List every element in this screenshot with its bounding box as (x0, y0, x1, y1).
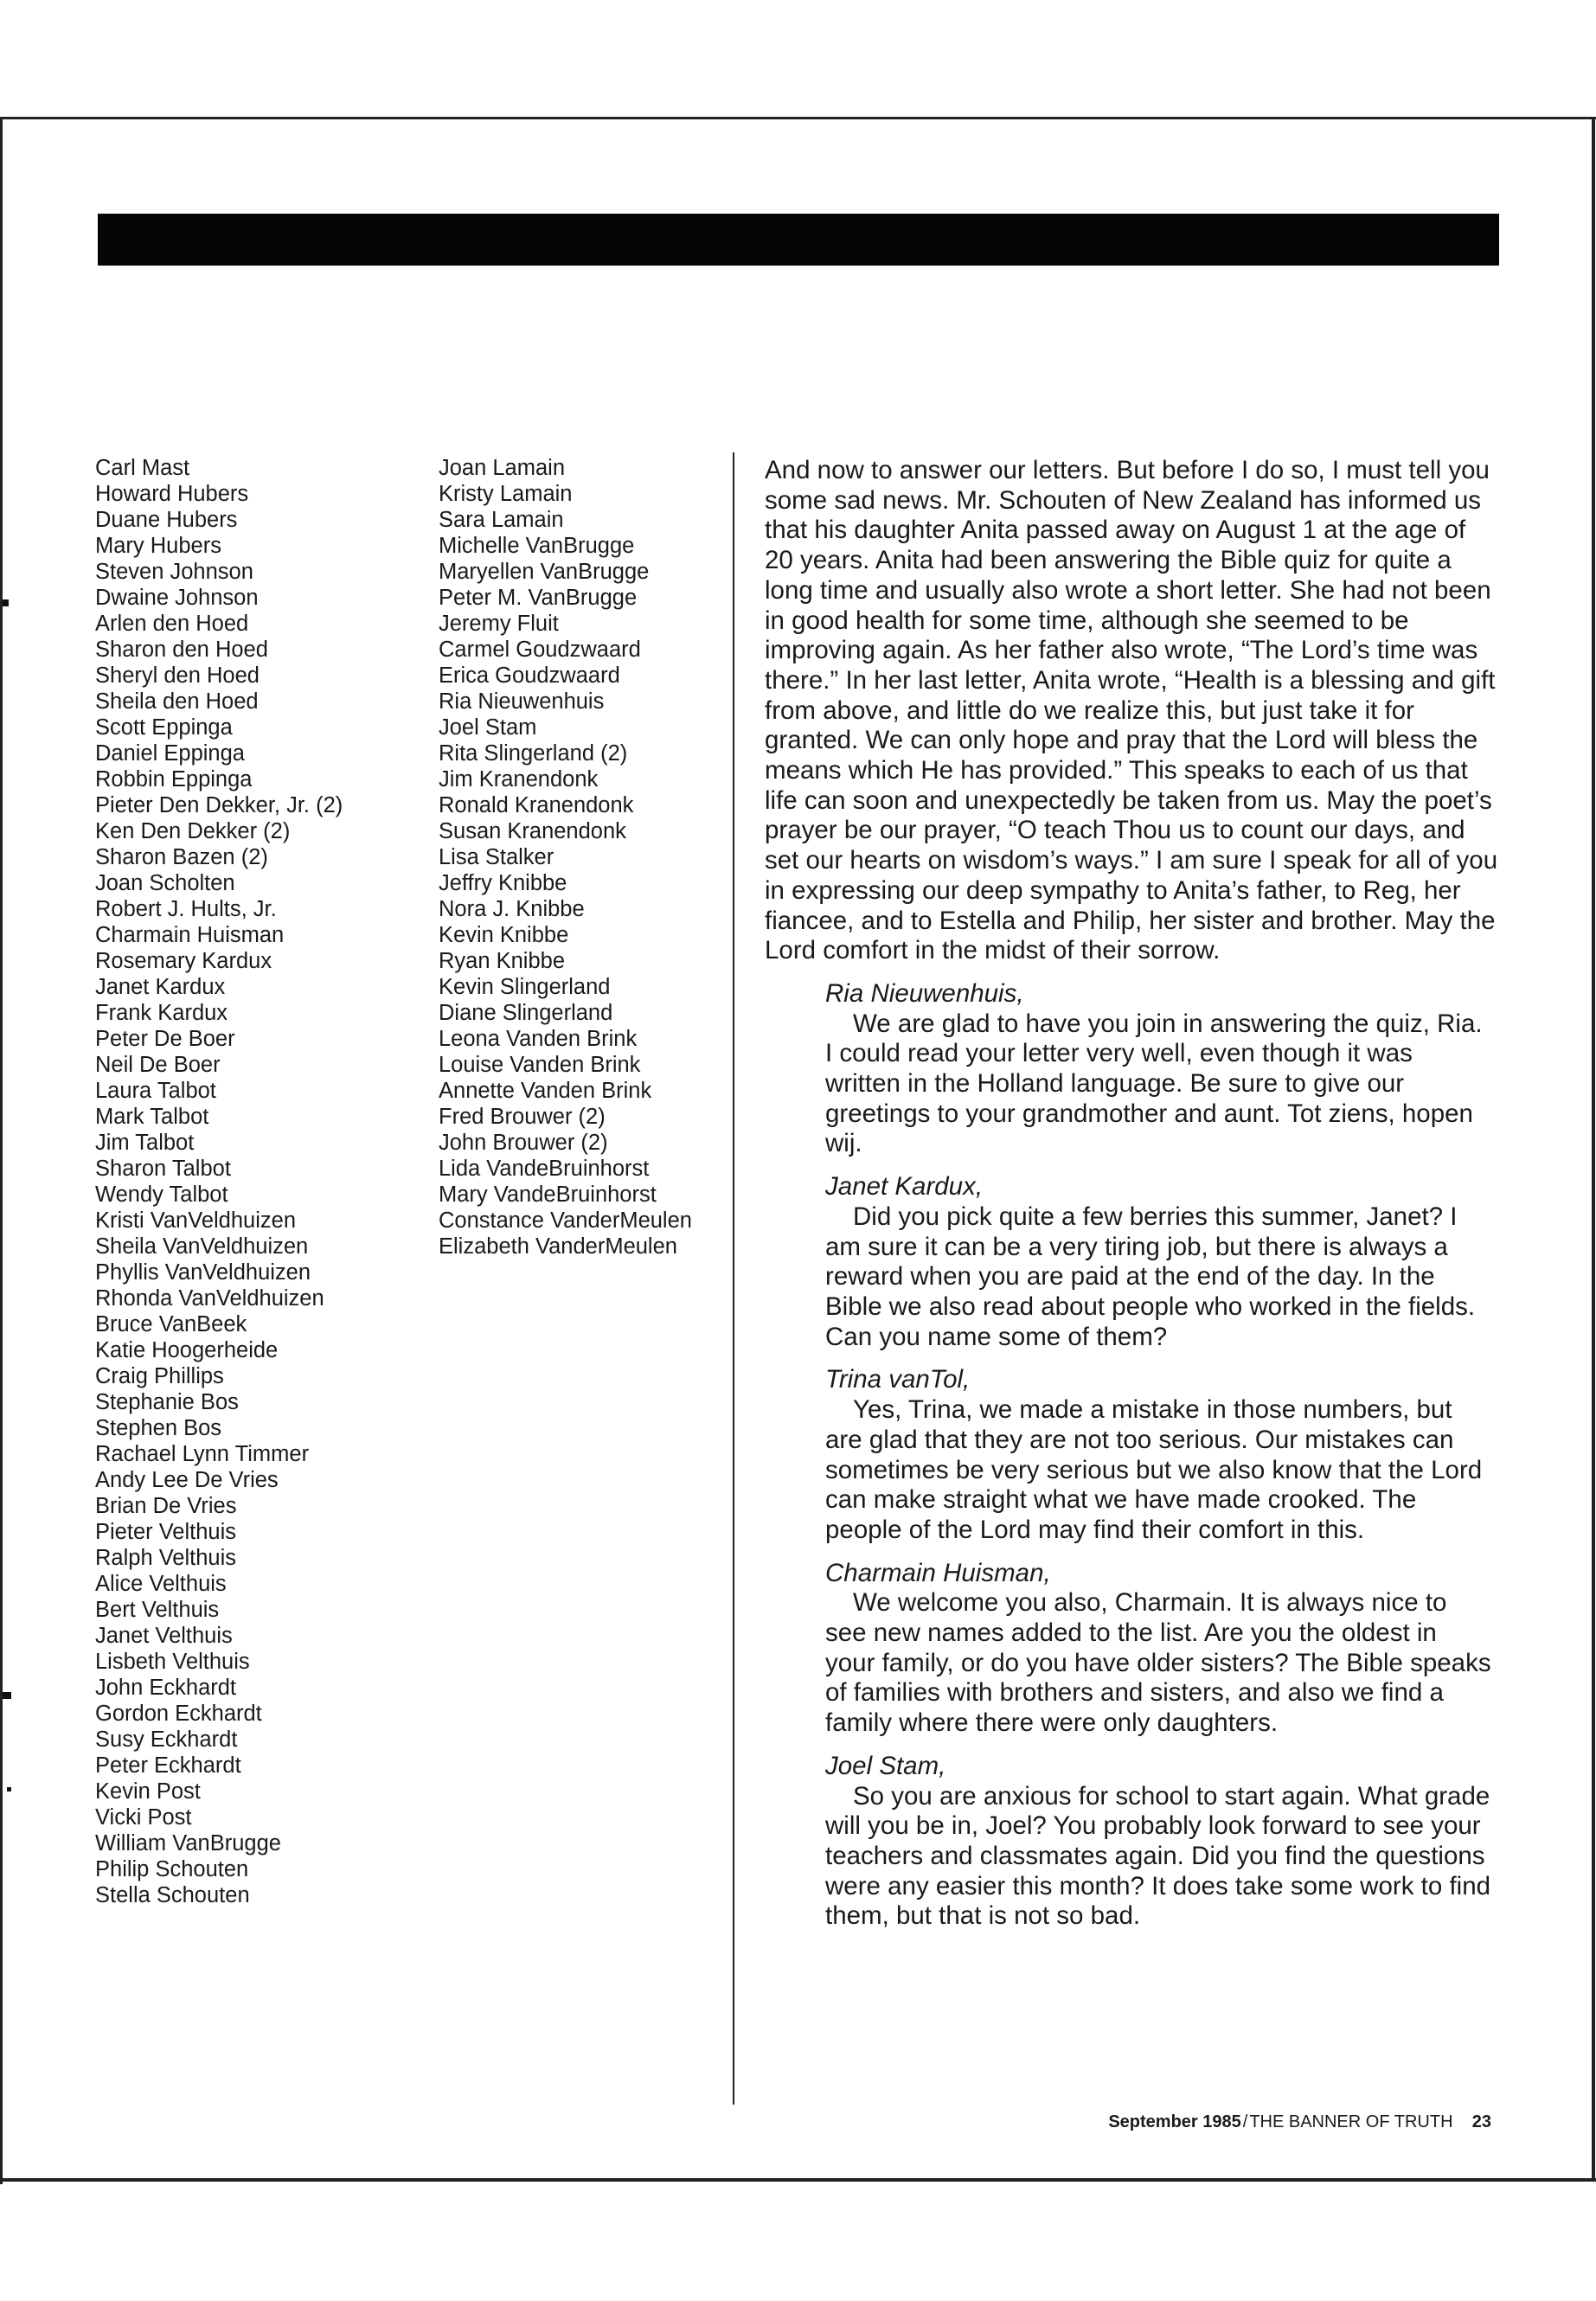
name-list-item: Lisbeth Velthuis (95, 1650, 250, 1674)
name-list-item: Ken Den Dekker (2) (95, 819, 291, 843)
name-list-item: Lida VandeBruinhorst (439, 1157, 650, 1181)
name-list-item: Arlen den Hoed (95, 612, 249, 636)
name-list-item: Janet Kardux (95, 975, 226, 999)
name-list-item: Pieter Den Dekker, Jr. (2) (95, 793, 343, 817)
name-list-item: Sheila den Hoed (95, 689, 259, 714)
name-list-item: Alice Velthuis (95, 1572, 227, 1596)
name-list-item: Rita Slingerland (2) (439, 741, 628, 766)
name-list-item: Robert J. Hults, Jr. (95, 897, 277, 921)
page-border-top (0, 117, 1596, 119)
name-list-item: Scott Eppinga (95, 715, 233, 740)
name-list-item: Sharon Bazen (2) (95, 845, 268, 869)
name-list-item: Kevin Knibbe (439, 923, 569, 947)
name-list-item: Jeremy Fluit (439, 612, 559, 636)
names-column-2 (439, 455, 692, 1259)
name-list-item: Louise Vanden Brink (439, 1053, 641, 1077)
name-list-item: Janet Velthuis (95, 1624, 233, 1648)
name-list-item: Rosemary Kardux (95, 949, 272, 973)
name-list-item: Laura Talbot (95, 1079, 216, 1103)
name-list-item: Craig Phillips (95, 1364, 224, 1388)
issue-date: September 1985 (1108, 2112, 1241, 2131)
name-list-item: Stephanie Bos (95, 1390, 239, 1414)
footer-separator: / (1242, 2112, 1248, 2131)
name-list-item: Joan Scholten (95, 871, 235, 895)
name-list-item: Joel Stam (439, 715, 537, 740)
name-list-item: Erica Goudzwaard (439, 663, 620, 688)
reply-body: Yes, Trina, we made a mistake in those numbers, but are glad that they are not too serious. Our mistakes can sometimes be very serious but we also know that the Lord can make straight what we have made crooked. The people of the Lord may find their comfort in this. (825, 1395, 1483, 1544)
name-list-item: Charmain Huisman (95, 923, 285, 947)
name-list-item: Kevin Post (95, 1779, 201, 1804)
column-divider (733, 452, 734, 2105)
header-bar (98, 214, 1499, 266)
name-list-item: Kristy Lamain (439, 482, 573, 506)
name-list-item: Philip Schouten (95, 1857, 249, 1881)
reply-body: So you are anxious for school to start again. What grade will you be in, Joel? You probably look forward to see your teachers and classmates again. Did you find the questions were any easier this month? It does take some work to find them, but that is not so bad. (825, 1781, 1491, 1931)
scan-mark (3, 599, 9, 606)
name-list-item: Elizabeth VanderMeulen (439, 1234, 677, 1259)
name-list-item: Jim Talbot (95, 1131, 195, 1155)
name-list-item: William VanBrugge (95, 1831, 281, 1856)
name-list-item: Frank Kardux (95, 1001, 228, 1025)
name-list-item: Peter Eckhardt (95, 1753, 241, 1778)
reply-recipient: Joel Stam, (825, 1751, 946, 1780)
reply-body: Did you pick quite a few berries this summer, Janet? I am sure it can be a very tiring job, but there is always a reward when you are paid at the end of the day. In the Bible we also read about people who worked in the fields. Can you name some of them? (825, 1202, 1476, 1351)
scan-mark (3, 1692, 11, 1699)
name-list-item: Sharon den Hoed (95, 638, 268, 662)
name-list-item: Joan Lamain (439, 456, 566, 480)
name-list-item: Brian De Vries (95, 1494, 237, 1518)
name-list-item: Susy Eckhardt (95, 1727, 238, 1752)
name-list-item: Kevin Slingerland (439, 975, 611, 999)
name-list-item: Kristi VanVeldhuizen (95, 1208, 297, 1233)
name-list-item: John Brouwer (2) (439, 1131, 608, 1155)
name-list-item: Constance VanderMeulen (439, 1208, 692, 1233)
reply-recipient: Trina vanTol, (825, 1365, 971, 1394)
name-list-item: Duane Hubers (95, 508, 238, 532)
name-list-item: Susan Kranendonk (439, 819, 626, 843)
name-list-item: Rachael Lynn Timmer (95, 1442, 310, 1466)
name-list-item: Ria Nieuwenhuis (439, 689, 605, 714)
name-list-item: Carl Mast (95, 456, 190, 480)
name-list-item: Stephen Bos (95, 1416, 222, 1440)
name-list-item: John Eckhardt (95, 1676, 237, 1700)
publication-name: THE BANNER OF TRUTH (1249, 2112, 1453, 2131)
replies-list (765, 979, 1500, 1932)
name-list-item: Bruce VanBeek (95, 1312, 247, 1336)
name-list-item: Michelle VanBrugge (439, 534, 635, 558)
name-list-item: Fred Brouwer (2) (439, 1105, 606, 1129)
name-list-item: Mary VandeBruinhorst (439, 1183, 657, 1207)
name-list-item: Gordon Eckhardt (95, 1702, 262, 1726)
reply (825, 1172, 1491, 1352)
name-list-item: Wendy Talbot (95, 1183, 228, 1207)
page-border-left (0, 117, 3, 2184)
name-list-item: Mary Hubers (95, 534, 221, 558)
name-list-item: Maryellen VanBrugge (439, 560, 650, 584)
name-list-item: Jeffry Knibbe (439, 871, 567, 895)
name-list-item: Sheryl den Hoed (95, 663, 260, 688)
scan-mark (7, 1787, 11, 1791)
reply-recipient: Charmain Huisman, (825, 1558, 1051, 1587)
name-list-item: Diane Slingerland (439, 1001, 613, 1025)
names-column-1 (95, 455, 343, 1908)
name-list-item: Nora J. Knibbe (439, 897, 585, 921)
name-list-item: Vicki Post (95, 1805, 192, 1830)
intro-paragraph: And now to answer our letters. But before I do so, I must tell you some sad news. Mr. Schouten of New Zealand has informed us that his daughter Anita passed away on August 1 at the age of 20 years. Anita had been answering the Bible quiz for quite a long time and usually also wrote a short letter. She had not been in good health for some time, although she seemed to be improving again. As her father also wrote, “The Lord’s time was there.” In her last letter, Anita wrote, “Health is a blessing and gift from above, and little do we realize this, but just take it for granted. We can only hope and pray that the Lord will bless the means which He has provided.” This speaks to each of us that life can soon and unexpectedly be taken from us. May the poet’s prayer be our prayer, “O teach Thou us to count our days, and set our hearts on wisdom’s ways.” I am sure I speak for all of you in expressing our deep sympathy to Anita’s father, to Reg, her fiancee, and to Estella and Philip, her sister and brother. May the Lord comfort in the midst of their sorrow. (765, 456, 1498, 965)
name-list-item: Annette Vanden Brink (439, 1079, 652, 1103)
name-list-item: Dwaine Johnson (95, 586, 259, 610)
name-list-item: Steven Johnson (95, 560, 253, 584)
name-list-item: Ronald Kranendonk (439, 793, 634, 817)
name-list-item: Rhonda VanVeldhuizen (95, 1286, 324, 1311)
page-number: 23 (1471, 2112, 1491, 2131)
name-list-item: Sara Lamain (439, 508, 564, 532)
name-list-item: Stella Schouten (95, 1883, 250, 1907)
name-list-item: Howard Hubers (95, 482, 249, 506)
reply (825, 1752, 1491, 1932)
name-list-item: Carmel Goudzwaard (439, 638, 641, 662)
page-border-bottom (0, 2178, 1596, 2182)
name-list-item: Daniel Eppinga (95, 741, 245, 766)
name-list-item: Peter De Boer (95, 1027, 235, 1051)
reply (825, 979, 1491, 1159)
letters-section (765, 456, 1500, 1932)
name-list-item: Ralph Velthuis (95, 1546, 237, 1570)
name-list-item: Lisa Stalker (439, 845, 554, 869)
reply-recipient: Ria Nieuwenhuis, (825, 978, 1024, 1008)
name-list-item: Peter M. VanBrugge (439, 586, 638, 610)
name-list-item: Katie Hoogerheide (95, 1338, 279, 1362)
name-list-item: Neil De Boer (95, 1053, 221, 1077)
reply-body: We are glad to have you join in answering the quiz, Ria. I could read your letter very well, even though it was written in the Holland language. Be sure to give our greetings to your grandmother and aunt. Tot ziens, hopen wij. (825, 1009, 1483, 1158)
name-list-item: Ryan Knibbe (439, 949, 566, 973)
name-list-item: Phyllis VanVeldhuizen (95, 1260, 311, 1285)
name-list-item: Leona Vanden Brink (439, 1027, 638, 1051)
reply-recipient: Janet Kardux, (825, 1172, 984, 1202)
reply (825, 1559, 1491, 1739)
name-list-item: Robbin Eppinga (95, 767, 253, 792)
name-list-item: Bert Velthuis (95, 1598, 220, 1622)
name-list-item: Jim Kranendonk (439, 767, 599, 792)
name-list-item: Sheila VanVeldhuizen (95, 1234, 309, 1259)
name-list-item: Mark Talbot (95, 1105, 209, 1129)
reply-body: We welcome you also, Charmain. It is always nice to see new names added to the list. Are you the oldest in your family, or do you have older sisters? The Bible speaks of families with brothers and sisters, and also we find a family where there were only daughters. (825, 1588, 1491, 1738)
page-border-right (1592, 117, 1595, 2180)
page-footer (1108, 2112, 1491, 2132)
name-list-item: Andy Lee De Vries (95, 1468, 279, 1492)
name-list-item: Sharon Talbot (95, 1157, 231, 1181)
reply (825, 1365, 1491, 1545)
name-list-item: Pieter Velthuis (95, 1520, 237, 1544)
